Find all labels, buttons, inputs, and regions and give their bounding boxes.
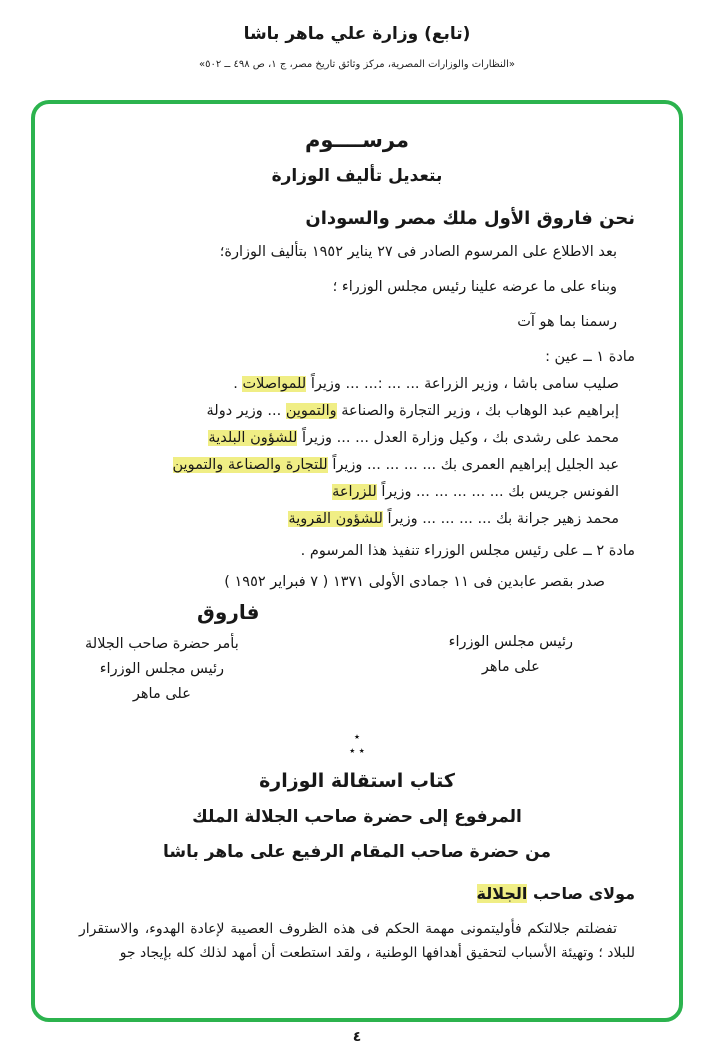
decree-title: مرســــوم [305, 128, 409, 152]
article-1-heading: مادة ١ ــ عين : [545, 349, 635, 366]
appointment-highlight: للشؤون البلدية [208, 430, 298, 447]
decree-subtitle: بتعديل تأليف الوزارة [271, 166, 443, 186]
star-row: ٭ ٭ [349, 744, 365, 757]
appointment-highlight: للزراعة [332, 484, 377, 501]
appointment-highlight: والتموين [285, 403, 337, 420]
appointment-text: محمد على رشدى بك ، وكيل وزارة العدل ... ... وزيراً [297, 430, 619, 447]
resignation-letter-title: كتاب استقالة الوزارة [259, 769, 455, 792]
appointment-text: الفونس جريس بك ... ... ... ... ... وزيراً [376, 484, 619, 501]
pm-name: على ماهر [481, 659, 540, 676]
preamble-line: رسمنا بما هو آت [517, 313, 617, 330]
resignation-body-paragraph: تفضلتم جلالتكم فأوليتمونى مهمة الحكم فى هذه الظروف العصيبة لإعادة الهدوء، والاستقرار للبلاد ؛ وتهيئة الأسباب لتحقيق أهدافها الوطنية ، ولقد استطعت أن أمهد لذلك كله بإيجاد جو [79, 920, 635, 962]
header-title: (تابع) وزارة علي ماهر باشا [243, 24, 471, 44]
appointment-text: عبد الجليل إبراهيم العمرى بك ... ... ... ... وزيراً [327, 457, 619, 474]
star-row: ٭ [354, 730, 360, 744]
pm-name: على ماهر [132, 686, 191, 703]
pm-signature-block [449, 634, 573, 675]
issuance-line: صدر بقصر عابدين فى ١١ جمادى الأولى ١٣٧١ ( ٧ فبراير ١٩٥٢ ) [224, 574, 605, 591]
royal-preamble-line: نحن فاروق الأول ملك مصر والسودان [305, 208, 635, 229]
signatures-block [79, 598, 635, 726]
royal-order-signature-block [85, 636, 239, 702]
appointment-text: إبراهيم عبد الوهاب بك ، وزير التجارة والصناعة [336, 403, 619, 420]
appointment-text: صليب سامى باشا ، وزير الزراعة ... ... :... ... وزيراً [306, 376, 619, 393]
preamble-line: بعد الاطلاع على المرسوم الصادر فى ٢٧ يناير ١٩٥٢ بتأليف الوزارة؛ [219, 244, 617, 260]
page-header [0, 0, 714, 70]
article-2-text: مادة ٢ ــ على رئيس مجلس الوزراء تنفيذ هذا المرسوم . [300, 543, 635, 560]
pm-title: رئيس مجلس الوزراء [448, 634, 573, 651]
appointment-row [79, 403, 635, 419]
header-source-citation: «النظارات والوزارات المصرية، مركز وثائق تاريخ مصر، ج ١، ص ٤٩٨ ــ ٥٠٢» [199, 59, 515, 70]
resignation-sender-line: من حضرة صاحب المقام الرفيع على ماهر باشا [163, 841, 551, 862]
pm-title: رئيس مجلس الوزراء [99, 661, 225, 678]
resignation-addressee-line: المرفوع إلى حضرة صاحب الجلالة الملك [192, 806, 522, 827]
stars-separator [79, 730, 635, 758]
appointment-highlight: للشؤون القروية [288, 511, 383, 528]
preamble-line: وبناء على ما عرضه علينا رئيس مجلس الوزراء ؛ [332, 278, 617, 295]
royal-order-line: بأمر حضرة صاحب الجلالة [85, 636, 239, 653]
appointment-text: محمد زهير جرانة بك ... ... ... ... وزيراً [382, 511, 619, 528]
appointment-row [79, 457, 635, 473]
appointment-row [79, 376, 635, 392]
appointment-row [79, 484, 635, 500]
appointment-text: ... وزير دولة [206, 403, 286, 420]
king-signature: فاروق [197, 600, 260, 625]
appointment-row [79, 511, 635, 527]
appointment-text: . [233, 376, 243, 393]
salutation-line [79, 884, 635, 903]
salutation-text: مولاى صاحب [527, 883, 635, 903]
green-border-frame [31, 100, 683, 1022]
salutation-highlight: الجلالة [476, 883, 528, 903]
appointment-highlight: للمواصلات [242, 376, 307, 393]
appointment-row [79, 430, 635, 446]
page-number: ٤ [352, 1029, 362, 1045]
appointment-highlight: للتجارة والصناعة والتموين [172, 457, 328, 474]
